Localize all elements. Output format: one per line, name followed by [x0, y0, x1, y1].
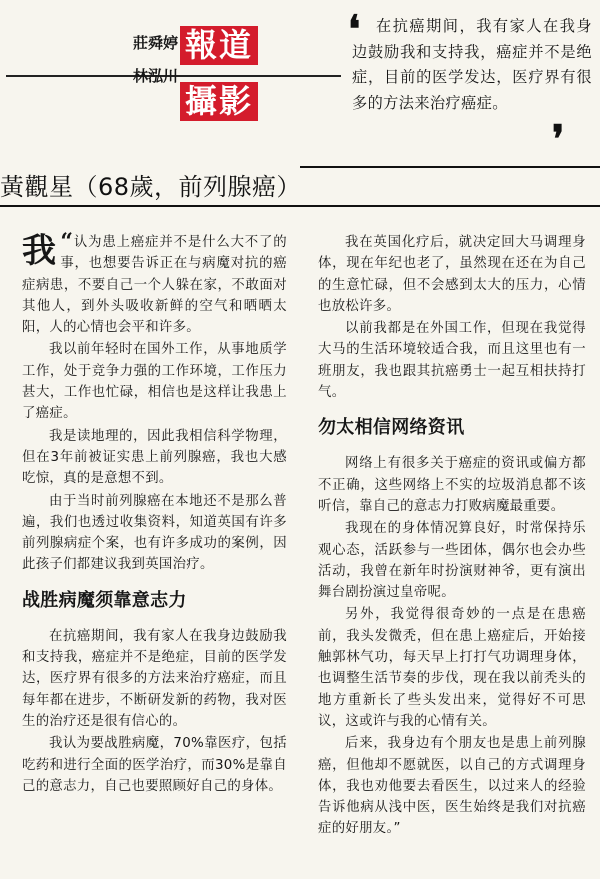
pull-quote	[348, 6, 592, 161]
headline-bar	[0, 168, 600, 206]
body-paragraph: 以前我都是在外国工作，但现在我觉得大马的生活环境较适合我，而且这里也有一班朋友，我也跟其抗癌勇士一起互相扶持打气。	[318, 321, 586, 401]
body-paragraph: 我是读地理的，因此我相信科学物理，但在3年前被证实患上前列腺癌，我也大感吃惊，真的是意想不到。	[22, 428, 287, 487]
lead-text: 认为患上癌症并不是什么大不了的事，也想要告诉正在与病魔对抗的癌症病患，不要自己一个人躲在家，不敢面对其他人，到外头吸收新鲜的空气和晒晒太阳，人的心情也会平和许多。	[22, 235, 287, 336]
body-paragraph: 我在英国化疗后，就决定回大马调理身体，现在年纪也老了，虽然现在还在为自己的生意忙碌，但不会感到太大的压力，心情也放松许多。	[318, 235, 586, 314]
headline: 黃觀星（68歲，前列腺癌）	[0, 173, 302, 201]
body-paragraph: 在抗癌期间，我有家人在我身边鼓励我和支持我，癌症并不是绝症，目前的医学发达，医疗界有很多的方法来治疗癌症，而且每年都在进步，不断研发新的药物，我对医生的治疗还是很有信心的。	[22, 628, 287, 729]
headline-rule	[0, 205, 600, 207]
body-paragraph: 我现在的身体情况算良好，时常保持乐观心态，活跃参与一些团体，偶尔也会办些活动，我曾在新年时扮演财神爷，更有演出舞台剧扮演过皇帝呢。	[318, 521, 586, 601]
body-paragraph: 后来，我身边有个朋友也是患上前列腺癌，但他却不愿就医，以自己的方式调理身体，我也劝他要去看医生，以过来人的经验告诉他病从浅中医，医生始终是我们对抗癌症的好朋友。”	[318, 736, 586, 837]
writer-name: 莊舜婷	[132, 34, 178, 52]
right-column	[318, 232, 586, 841]
photographer-name: 林泓川	[132, 67, 178, 85]
byline	[92, 34, 178, 100]
article-header	[0, 0, 600, 161]
body-paragraph: 我以前年轻时在国外工作，从事地质学工作，处于竞争力强的工作环境，工作压力甚大，工作也忙碌，相信也是这样让我患上了癌症。	[22, 342, 287, 422]
photo-label: 攝影	[180, 82, 258, 121]
subheading: 勿太相信网络资讯	[318, 417, 465, 439]
body-paragraph: 我认为要战胜病魔，70%靠医疗，包括吃药和进行全面的医学治疗，而30%是靠自己的意志力，自己也要照顾好自己的身体。	[22, 736, 287, 794]
lead-quote-mark: “	[60, 229, 74, 255]
report-label: 報道	[180, 26, 258, 65]
body-paragraph: 另外，我觉得很奇妙的一点是在患癌前，我头发微秃，但在患上癌症后，开始接触郭林气功，每天早上打打气功调理身体，也调整生活节奏的步伐，现在我以前秃头的地方重新长了些头发出来，觉得好不可思议，这或许与我的心情有关。	[318, 607, 586, 729]
pull-quote-text: 在抗癌期间，我有家人在我身边鼓励我和支持我，癌症并不是绝症，目前的医学发达，医疗界有很多的方法来治疗癌症。	[352, 17, 592, 112]
open-quote-mark-icon: ❛	[348, 6, 361, 51]
drop-cap: 我	[22, 231, 57, 271]
lead-paragraph	[22, 229, 287, 338]
body-paragraph: 由于当时前列腺癌在本地还不是那么普遍，我们也透过收集资料，知道英国有许多前列腺病症个案，也有许多成功的案例，因此孩子们都建议我到英国治疗。	[22, 493, 287, 573]
left-column	[22, 229, 287, 798]
close-quote-mark-icon: ❜	[552, 116, 565, 161]
body-paragraph: 网络上有很多关于癌症的资讯或偏方都不正确，这些网络上不实的垃圾消息都不该听信，靠自己的意志力打败病魔最重要。	[318, 456, 586, 514]
subheading: 战胜病魔须靠意志力	[22, 589, 187, 611]
headline-top-rule	[300, 166, 600, 168]
